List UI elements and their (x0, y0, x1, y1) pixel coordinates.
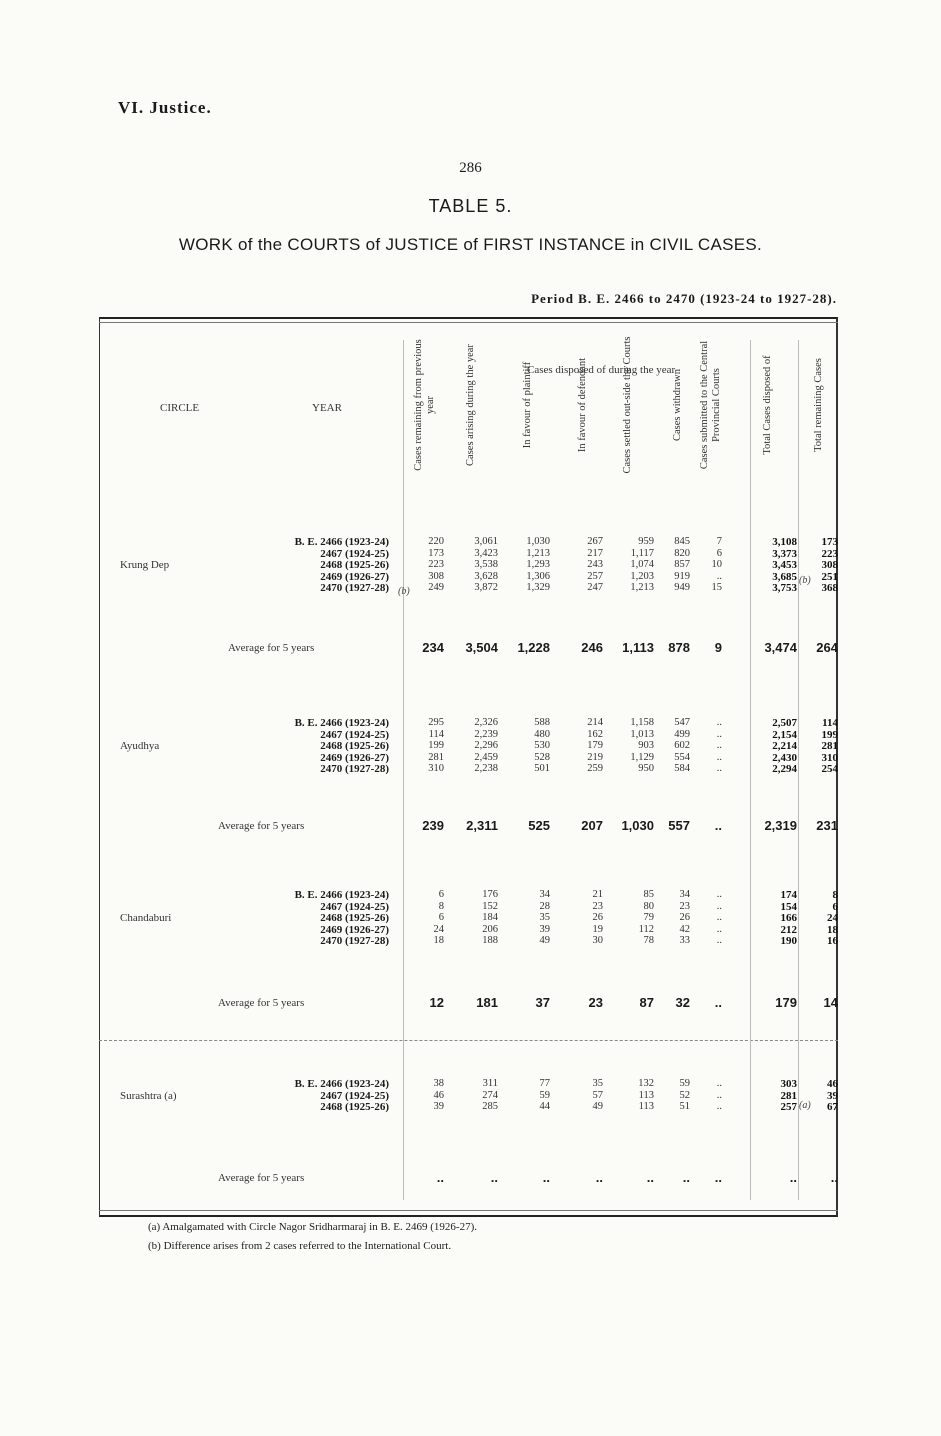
average-cell: 37 (535, 995, 550, 1010)
data-cell: 3,685 (772, 570, 797, 583)
data-cell: 1,306 (526, 570, 550, 582)
data-cell: 6 (438, 912, 444, 923)
data-cell: 274 (482, 1089, 498, 1101)
data-cell: 49 (539, 935, 550, 946)
data-cell: 8 (832, 889, 838, 901)
data-cell: 16 (827, 935, 838, 947)
data-cell: 162 (587, 728, 603, 740)
data-cell: 3,628 (474, 570, 498, 582)
data-cell: 46 (433, 1089, 444, 1101)
data-cell: .. (716, 751, 722, 763)
circle-name: Ayudhya (120, 740, 160, 752)
data-cell: 49 (592, 1101, 603, 1112)
average-cell: 87 (639, 995, 654, 1010)
data-cell: 2,238 (474, 763, 498, 774)
data-cell: 46 (827, 1078, 838, 1090)
data-cell: 57 (592, 1089, 603, 1101)
data-cell: 3,423 (474, 547, 498, 559)
data-cell: 2,294 (772, 763, 797, 775)
data-cell: 30 (592, 935, 603, 946)
period-heading: Period B. E. 2466 to 2470 (1923-24 to 1927-28). (531, 291, 837, 306)
data-cell: 311 (482, 1078, 498, 1089)
data-cell: 78 (643, 935, 654, 946)
year-cell: 2470 (1927-28) (320, 582, 389, 594)
average-cell: 2,319 (764, 818, 797, 833)
data-cell: 480 (534, 728, 550, 740)
data-cell: 33 (679, 935, 690, 946)
data-cell: 176 (482, 889, 498, 900)
data-cell: 223 (428, 559, 444, 570)
header-col-withdrawn: Cases withdrawn (672, 368, 683, 442)
average-cell: .. (830, 1170, 838, 1185)
data-cell: 212 (780, 923, 797, 936)
data-cell: 220 (428, 536, 444, 547)
data-cell: 3,453 (772, 559, 797, 571)
data-cell: .. (716, 923, 722, 935)
average-cell: 3,504 (465, 640, 498, 655)
data-cell: 26 (679, 912, 690, 923)
header-col-total-disposed: Total Cases disposed of (762, 355, 773, 455)
data-cell: 368 (821, 582, 838, 594)
year-cell: 2467 (1924-25) (320, 900, 389, 913)
data-cell: 303 (780, 1078, 797, 1090)
data-cell: 528 (534, 751, 550, 763)
data-cell: 85 (643, 889, 654, 900)
data-cell: 35 (539, 912, 550, 923)
average-cell: 207 (581, 818, 603, 833)
footnote-mark-a: (a) (799, 1100, 811, 1111)
data-cell: 34 (679, 889, 690, 900)
header-col-remaining-previous: Cases remaining from previous year (413, 339, 436, 471)
data-cell: 3,108 (772, 536, 797, 548)
year-cell: B. E. 2466 (1923-24) (294, 536, 389, 548)
data-cell: 903 (638, 740, 654, 751)
table-title: WORK of the COURTS of JUSTICE of FIRST INSTANCE in CIVIL CASES. (178, 235, 763, 254)
data-cell: 2,239 (474, 728, 498, 740)
header-col-settled-outside: Cases settled out-side the Courts (622, 336, 633, 474)
data-cell: 530 (534, 740, 550, 751)
data-cell: 281 (821, 740, 838, 752)
data-cell: 3,061 (474, 536, 498, 547)
average-cell: .. (789, 1170, 797, 1185)
data-cell: 179 (587, 740, 603, 751)
average-label: Average for 5 years (218, 1172, 305, 1184)
footnote-mark-b: (b) (799, 575, 811, 586)
data-cell: 19 (592, 923, 603, 935)
data-cell: 24 (433, 923, 444, 935)
data-cell: 214 (587, 717, 603, 728)
year-cell: 2470 (1927-28) (320, 763, 389, 775)
data-cell: 18 (433, 935, 444, 946)
data-cell: .. (716, 1078, 722, 1089)
year-cell: 2467 (1924-25) (320, 728, 389, 741)
data-cell: .. (716, 912, 722, 923)
data-cell: 310 (821, 751, 838, 764)
average-cell: .. (542, 1170, 550, 1185)
data-cell: 588 (534, 717, 550, 728)
data-cell: 199 (821, 728, 838, 741)
average-cell: .. (714, 995, 722, 1010)
average-label: Average for 5 years (228, 642, 315, 654)
average-cell: .. (682, 1170, 690, 1185)
data-cell: 15 (711, 582, 722, 593)
data-cell: 1,074 (630, 559, 654, 570)
data-cell: 28 (539, 900, 550, 912)
average-cell: .. (714, 818, 722, 833)
average-cell: .. (595, 1170, 603, 1185)
year-cell: 2469 (1926-27) (320, 570, 389, 583)
average-cell: 1,228 (517, 640, 550, 655)
data-cell: 39 (827, 1089, 838, 1102)
data-cell: 18 (827, 923, 838, 936)
data-cell: 949 (674, 582, 690, 593)
average-label: Average for 5 years (218, 820, 305, 832)
data-cell: .. (716, 570, 722, 582)
year-cell: 2469 (1926-27) (320, 751, 389, 764)
data-cell: 2,459 (474, 751, 498, 763)
average-cell: 12 (429, 995, 444, 1010)
data-cell: 247 (587, 582, 603, 593)
year-cell: 2468 (1925-26) (320, 740, 389, 752)
data-cell: 184 (482, 912, 498, 923)
average-cell: 2,311 (466, 818, 498, 833)
data-cell: 67 (827, 1101, 838, 1113)
data-cell: 1,203 (630, 570, 654, 582)
average-cell: 179 (775, 995, 797, 1010)
data-cell: 2,507 (772, 717, 797, 729)
data-cell: 23 (679, 900, 690, 912)
data-cell: 243 (587, 559, 603, 570)
data-cell: .. (716, 900, 722, 912)
header-col-submitted-central: Cases submitted to the Central Provincial Courts (699, 340, 722, 470)
average-cell: 234 (422, 640, 444, 655)
year-cell: 2468 (1925-26) (320, 912, 389, 924)
data-cell: 114 (428, 728, 444, 740)
data-cell: 39 (539, 923, 550, 935)
data-cell: 959 (638, 536, 654, 547)
year-cell: B. E. 2466 (1923-24) (294, 1078, 389, 1090)
average-cell: 239 (422, 818, 444, 833)
data-cell: 166 (780, 912, 797, 924)
average-cell: 3,474 (764, 640, 797, 655)
data-cell: 281 (428, 751, 444, 763)
data-cell: 2,430 (772, 751, 797, 764)
data-cell: .. (716, 935, 722, 946)
data-cell: 950 (638, 763, 654, 774)
data-cell: 52 (679, 1089, 690, 1101)
footnote-b: (b) Difference arises from 2 cases referred to the International Court. (148, 1240, 452, 1252)
header-year: YEAR (312, 402, 342, 414)
data-cell: 114 (822, 717, 838, 729)
data-cell: 1,158 (630, 717, 654, 728)
data-cell: 174 (780, 889, 797, 901)
data-cell: 6 (716, 547, 722, 559)
average-cell: 525 (528, 818, 550, 833)
data-cell: 79 (643, 912, 654, 923)
year-cell: 2469 (1926-27) (320, 923, 389, 936)
data-cell: 602 (674, 740, 690, 751)
table-top-rule (99, 322, 838, 323)
average-cell: 14 (823, 995, 838, 1010)
data-cell: 23 (592, 900, 603, 912)
average-cell: 1,113 (622, 640, 654, 655)
circle-name: Surashtra (a) (120, 1089, 177, 1102)
data-cell: 584 (674, 763, 690, 774)
data-cell: .. (716, 728, 722, 740)
average-label: Average for 5 years (218, 997, 305, 1009)
average-cell: 246 (581, 640, 603, 655)
year-cell: 2467 (1924-25) (320, 547, 389, 560)
average-cell: 231 (816, 818, 838, 833)
data-cell: 2,214 (772, 740, 797, 752)
data-cell: 51 (679, 1101, 690, 1112)
data-cell: 845 (674, 536, 690, 547)
data-cell: 554 (674, 751, 690, 763)
data-cell: .. (716, 763, 722, 774)
year-cell: 2470 (1927-28) (320, 935, 389, 947)
header-circle: CIRCLE (160, 402, 200, 414)
data-cell: .. (716, 740, 722, 751)
header-col-favour-defendant: In favour of defendant (577, 357, 588, 453)
data-cell: 251 (821, 570, 838, 583)
data-cell: 310 (428, 763, 444, 774)
year-cell: 2468 (1925-26) (320, 559, 389, 571)
data-cell: 112 (638, 923, 654, 935)
data-cell: 21 (592, 889, 603, 900)
data-cell: 42 (679, 923, 690, 935)
data-cell: 1,213 (630, 582, 654, 593)
year-cell: B. E. 2466 (1923-24) (294, 717, 389, 729)
data-cell: 77 (539, 1078, 550, 1089)
header-col-favour-plaintiff: In favour of plaintiff (522, 361, 533, 449)
data-cell: 59 (539, 1089, 550, 1101)
data-cell: 1,013 (630, 728, 654, 740)
average-cell: 181 (476, 995, 498, 1010)
data-cell: 820 (674, 547, 690, 559)
average-cell: 23 (588, 995, 603, 1010)
data-cell: 24 (827, 912, 838, 924)
data-cell: 6 (438, 889, 444, 900)
table-bottom-rule (99, 1210, 838, 1211)
data-cell: 2,154 (772, 728, 797, 741)
header-col-arising: Cases arising during the year (465, 344, 476, 466)
data-cell: 173 (821, 536, 838, 548)
circle-name: Chandaburi (120, 912, 172, 924)
data-cell: .. (716, 717, 722, 728)
data-cell: 285 (482, 1101, 498, 1112)
data-cell: 80 (643, 900, 654, 912)
data-cell: 8 (438, 900, 444, 912)
average-cell: 557 (668, 818, 690, 833)
data-cell: 267 (587, 536, 603, 547)
data-cell: 219 (587, 751, 603, 763)
data-cell: 113 (638, 1089, 654, 1101)
data-cell: 1,213 (526, 547, 550, 559)
circle-name: Krung Dep (120, 559, 170, 571)
data-cell: 35 (592, 1078, 603, 1089)
data-cell: 499 (674, 728, 690, 740)
average-cell: 878 (668, 640, 690, 655)
average-cell: 264 (816, 640, 838, 655)
data-cell: 154 (780, 900, 797, 913)
data-cell: 3,872 (474, 582, 498, 593)
data-cell: 3,538 (474, 559, 498, 570)
footnote-a: (a) Amalgamated with Circle Nagor Sridharmaraj in B. E. 2469 (1926-27). (148, 1221, 477, 1233)
data-cell: 547 (674, 717, 690, 728)
data-cell: 857 (674, 559, 690, 570)
data-cell: 259 (587, 763, 603, 774)
average-cell: .. (646, 1170, 654, 1185)
data-cell: 2,296 (474, 740, 498, 751)
section-heading: VI. Justice. (118, 98, 212, 117)
data-cell: 1,030 (526, 536, 550, 547)
data-cell: 1,329 (526, 582, 550, 593)
data-cell: 26 (592, 912, 603, 923)
table-number: TABLE 5. (428, 196, 513, 216)
data-cell: 173 (428, 547, 444, 559)
data-cell: 249 (428, 582, 444, 593)
year-cell: B. E. 2466 (1923-24) (294, 889, 389, 901)
page-number: 286 (459, 160, 482, 176)
header-col-total-remaining: Total remaining Cases (813, 358, 824, 452)
data-cell: 10 (711, 559, 722, 570)
data-cell: 281 (780, 1089, 797, 1102)
data-cell: 308 (428, 570, 444, 582)
data-cell: 1,117 (630, 547, 654, 559)
data-cell: 132 (638, 1078, 654, 1089)
data-cell: 254 (821, 763, 838, 775)
data-cell: 3,373 (772, 547, 797, 560)
data-cell: 217 (587, 547, 603, 559)
data-cell: 190 (780, 935, 797, 947)
data-cell: 7 (716, 536, 722, 547)
data-cell: 39 (433, 1101, 444, 1112)
data-cell: 257 (587, 570, 603, 582)
data-cell: 199 (428, 740, 444, 751)
data-cell: 113 (638, 1101, 654, 1112)
data-cell: 2,326 (474, 717, 498, 728)
footnote-mark-b: (b) (398, 586, 410, 597)
data-cell: .. (716, 1101, 722, 1112)
average-cell: 9 (714, 640, 722, 655)
data-cell: 3,753 (772, 582, 797, 594)
data-cell: 919 (674, 570, 690, 582)
data-cell: 34 (539, 889, 550, 900)
data-cell: 223 (821, 547, 838, 560)
data-cell: 6 (832, 900, 838, 913)
data-cell: 59 (679, 1078, 690, 1089)
year-cell: 2468 (1925-26) (320, 1101, 389, 1113)
data-cell: 1,129 (630, 751, 654, 763)
data-cell: 295 (428, 717, 444, 728)
data-cell: .. (716, 889, 722, 900)
data-cell: 188 (482, 935, 498, 946)
data-cell: 44 (539, 1101, 550, 1112)
data-cell: .. (716, 1089, 722, 1101)
year-cell: 2467 (1924-25) (320, 1089, 389, 1102)
average-cell: .. (490, 1170, 498, 1185)
data-cell: 1,293 (526, 559, 550, 570)
data-cell: 308 (821, 559, 838, 571)
average-cell: 32 (675, 995, 690, 1010)
average-cell: .. (714, 1170, 722, 1185)
data-cell: 152 (482, 900, 498, 912)
section-separator (99, 1040, 838, 1041)
data-cell: 206 (482, 923, 498, 935)
data-cell: 257 (780, 1101, 797, 1113)
header-disposed-group: Cases disposed of during the year (527, 364, 676, 376)
data-cell: 501 (534, 763, 550, 774)
average-cell: .. (436, 1170, 444, 1185)
average-cell: 1,030 (621, 818, 654, 833)
data-cell: 38 (433, 1078, 444, 1089)
